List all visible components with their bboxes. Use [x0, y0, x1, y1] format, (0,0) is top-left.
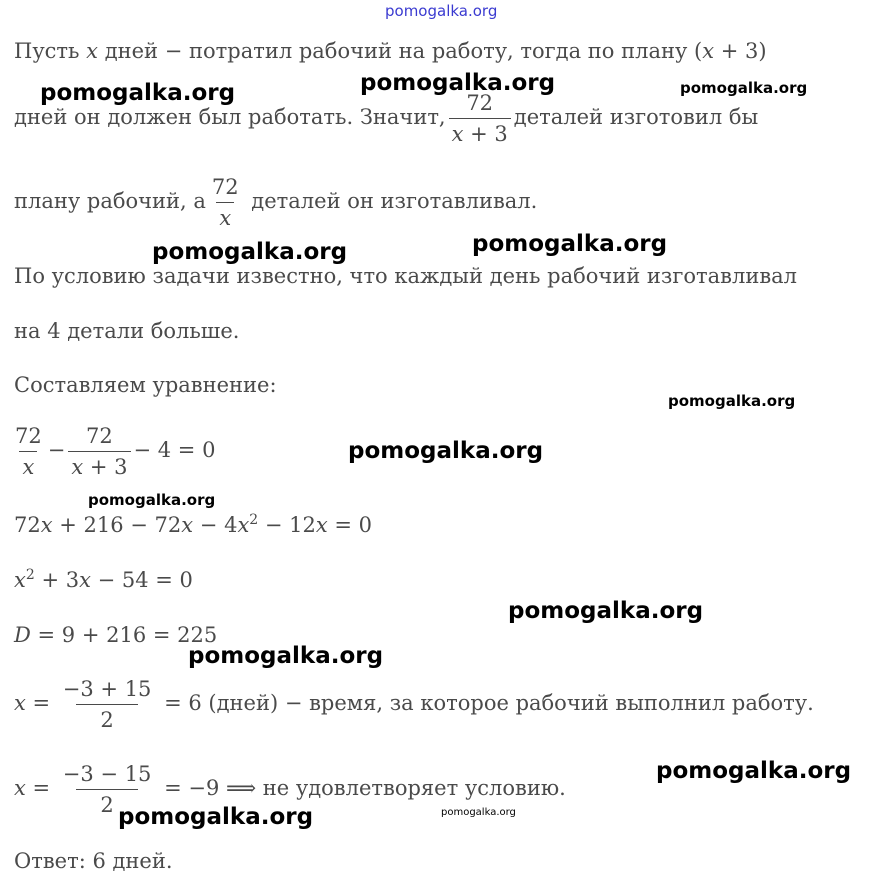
- equation-line-1: [12, 424, 215, 479]
- text: плану рабочий, а: [14, 189, 206, 213]
- variable-x: x: [14, 568, 26, 592]
- watermark: pomogalka.org: [680, 79, 808, 97]
- variable-x: x: [40, 513, 53, 537]
- text: = 6 (дней) − время, за которое рабочий выполнил работу.: [157, 691, 814, 715]
- text: =: [25, 691, 57, 715]
- watermark: pomogalka.org: [360, 70, 556, 96]
- variable-x: x: [14, 776, 26, 800]
- text: 72: [14, 513, 41, 537]
- fraction-root-1: [60, 677, 155, 732]
- equation-line-4: [14, 622, 217, 648]
- text: дней − потратил рабочий на работу, тогда по плану (: [98, 39, 703, 63]
- text: − 54 = 0: [90, 568, 193, 592]
- denominator: 2: [76, 789, 137, 817]
- watermark: pomogalka.org: [188, 643, 384, 669]
- text: =: [25, 776, 57, 800]
- text-line-3: [14, 175, 537, 230]
- text: − 12: [258, 513, 316, 537]
- watermark: pomogalka.org: [118, 804, 314, 830]
- watermark-top: pomogalka.org: [385, 2, 498, 20]
- fraction-72-over-x: [209, 175, 242, 230]
- variable-x: x: [71, 455, 84, 479]
- text: = 0: [327, 513, 373, 537]
- numerator: −3 + 15: [62, 677, 152, 701]
- equation-line-6: [14, 762, 566, 817]
- minus-sign: −: [47, 438, 66, 462]
- denominator: [449, 118, 511, 146]
- numerator: −3 − 15: [62, 762, 152, 786]
- text: − 4 = 0: [133, 438, 216, 462]
- numerator: 72: [211, 175, 239, 199]
- text: + 3): [714, 39, 767, 63]
- denominator: 2: [76, 704, 137, 732]
- watermark: pomogalka.org: [508, 598, 704, 624]
- text: + 3: [34, 568, 80, 592]
- text: деталей изготовил бы: [513, 105, 759, 129]
- text: = −9 ⟹ не удовлетворяет условию.: [157, 776, 566, 800]
- watermark: pomogalka.org: [472, 231, 668, 257]
- watermark: pomogalka.org: [348, 438, 544, 464]
- exponent: 2: [249, 512, 259, 528]
- variable-x: x: [315, 513, 328, 537]
- fraction-root-2: [60, 762, 155, 817]
- variable-x: x: [237, 513, 250, 537]
- equation-line-5: [14, 677, 814, 732]
- variable-x: x: [14, 691, 26, 715]
- numerator: 72: [86, 424, 113, 448]
- text-line-4: По условию задачи известно, что каждый день рабочий изготавливал: [14, 264, 797, 288]
- watermark: pomogalka.org: [40, 80, 236, 106]
- text: − 4: [193, 513, 238, 537]
- numerator: 72: [466, 91, 494, 115]
- text-line-6: Составляем уравнение:: [14, 373, 277, 397]
- exponent: 2: [25, 567, 35, 583]
- text: Пусть: [14, 39, 87, 63]
- watermark: pomogalka.org: [152, 239, 348, 265]
- watermark: pomogalka.org: [668, 392, 796, 410]
- variable-x: x: [181, 513, 194, 537]
- watermark: pomogalka.org: [656, 758, 852, 784]
- denominator: x: [19, 451, 37, 479]
- denominator: [68, 451, 130, 479]
- variable-x: x: [702, 39, 715, 63]
- watermark: pomogalka.org: [441, 807, 516, 818]
- equation-line-2: [14, 512, 372, 538]
- text: + 3: [463, 122, 508, 146]
- equation-line-3: [14, 567, 193, 593]
- fraction-72-over-x-plus-3: [68, 424, 130, 479]
- text: деталей он изготавливал.: [244, 189, 538, 213]
- text: + 3: [83, 455, 128, 479]
- variable-x: x: [451, 122, 464, 146]
- variable-d: D: [14, 623, 31, 647]
- variable-x: x: [79, 568, 91, 592]
- fraction-72-over-x-plus-3: [449, 91, 511, 146]
- text-line-1: [14, 38, 767, 64]
- text: = 9 + 216 = 225: [30, 623, 218, 647]
- denominator: x: [216, 202, 234, 230]
- answer-line: Ответ: 6 дней.: [14, 849, 173, 873]
- text-line-5: на 4 детали больше.: [14, 319, 240, 343]
- fraction-72-over-x: [12, 424, 45, 479]
- numerator: 72: [15, 424, 42, 448]
- text: + 216 − 72: [52, 513, 182, 537]
- text: дней он должен был работать. Значит,: [14, 105, 446, 129]
- text-line-2: [14, 91, 758, 146]
- variable-x: x: [86, 39, 99, 63]
- watermark: pomogalka.org: [88, 491, 216, 509]
